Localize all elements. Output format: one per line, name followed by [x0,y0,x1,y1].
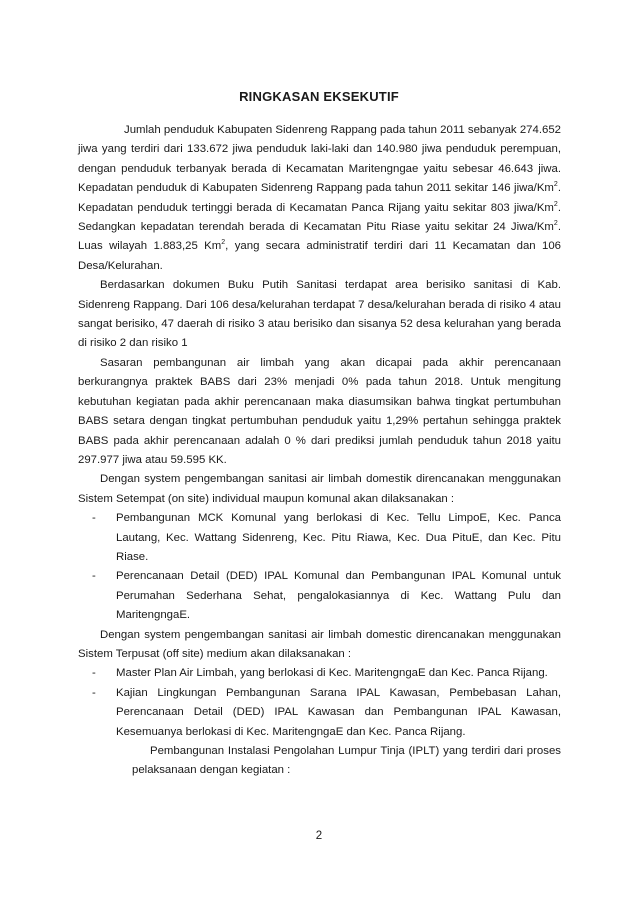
paragraph-risk-areas: Berdasarkan dokumen Buku Putih Sanitasi terdapat area berisiko sanitasi di Kab. Sidenreng Rappang. Dari 106 desa/kelurahan terdapat 7 desa/kelurahan berada di risiko 4 atau sangat berisiko, 47 daerah di risiko 3 atau berisiko dan sisanya 52 desa kelurahan yang berada di risiko 2 dan risiko 1 [78,279,561,350]
list-item-text: Master Plan Air Limbah, yang berlokasi di Kec. MaritengngaE dan Kec. Panca Rijang. [116,667,548,680]
paragraph-targets: Sasaran pembangunan air limbah yang akan dicapai pada akhir perencanaan berkurangnya praktek BABS dari 23% menjadi 0% pada tahun 2018. Untuk mengitung kebutuhan kegiatan pada akhir perencanaan maka diasumsikan bahwa tingkat pertumbuhan BABS setara dengan tingkat pertumbuhan penduduk yaitu 1,29% pertahun sehingga praktek BABS pada akhir perencanaan adalah 0 % dari prediksi jumlah penduduk tahun 2018 yaitu 297.977 jiwa atau 59.595 KK. [78,356,561,466]
superscript: 2 [553,220,558,228]
list-bullet: - [92,667,96,680]
paragraph-text: , yang secara administratif terdiri dari 11 Kecamatan dan 106 Desa/Kelurahan. [78,240,561,272]
paragraph-text: . Luas wilayah 1.883,25 Km [78,221,561,253]
superscript: 2 [553,181,558,189]
list-item [78,509,561,567]
list-item-text: Perencanaan Detail (DED) IPAL Komunal dan Pembangunan IPAL Komunal untuk Perumahan Sederhana Sehat, pengalokasiannya di Kec. Wattang Pulu dan MaritengngaE. [116,570,561,622]
superscript: 2 [553,200,558,208]
superscript: 2 [221,239,226,247]
list-bullet: - [92,512,96,525]
list-item-text: Kajian Lingkungan Pembangunan Sarana IPAL Kawasan, Pembebasan Lahan, Perencanaan Detail (DED) IPAL Kawasan dan Pembangunan IPAL Kawasan, Kesemuanya berlokasi di Kec. MaritengngaE dan Kec. Panca Rijang. [116,686,561,738]
list-item [78,684,561,742]
paragraph-offsite-system: Dengan system pengembangan sanitasi air limbah domestic direncanakan menggunakan Sistem Terpusat (off site) medium akan dilaksanakan : [78,628,561,660]
paragraph-onsite-system: Dengan system pengembangan sanitasi air limbah domestik direncanakan menggunakan Sistem Setempat (on site) individual maupun komunal akan dilaksanakan : [78,473,561,505]
list-item-text: Pembangunan MCK Komunal yang berlokasi di Kec. Tellu LimpoE, Kec. Panca Lautang, Kec. Wattang Sidenreng, Kec. Pitu Riawa, Kec. Dua PituE, dan Kec. Pitu Riase. [116,512,561,563]
paragraph-iplt [116,742,561,781]
list-item [78,567,561,625]
page-title: RINGKASAN EKSEKUTIF [239,89,399,104]
document-body [78,121,561,781]
paragraph-text: Jumlah penduduk Kabupaten Sidenreng Rappang pada tahun 2011 sebanyak 274.652 jiwa yang terdiri dari 133.672 jiwa penduduk laki-laki dan 140.980 jiwa penduduk perempuan, dengan penduduk terbanyak berada di Kecamatan Maritengngae yaitu sebesar 46.643 jiwa. Kepadatan penduduk di Kabupaten Sidenreng Rappang pada tahun 2011 sekitar 146 jiwa/Km [78,124,561,195]
paragraph-text: Pembangunan Instalasi Pengolahan Lumpur Tinja (IPLT) yang terdiri dari proses pelaksanaan dengan kegiatan : [132,745,561,777]
list-bullet: - [92,686,96,699]
paragraph-text: . Sedangkan kepadatan terendah berada di Kecamatan Pitu Riase yaitu sekitar 24 Jiwa/Km [78,201,561,234]
list-bullet: - [92,570,96,583]
list-item [78,664,561,683]
paragraph-population [78,121,561,276]
paragraph-text: . Kepadatan penduduk tertinggi berada di Kecamatan Panca Rijang yaitu sekitar 803 jiwa/Km [78,182,561,214]
page-number: 2 [315,830,323,842]
